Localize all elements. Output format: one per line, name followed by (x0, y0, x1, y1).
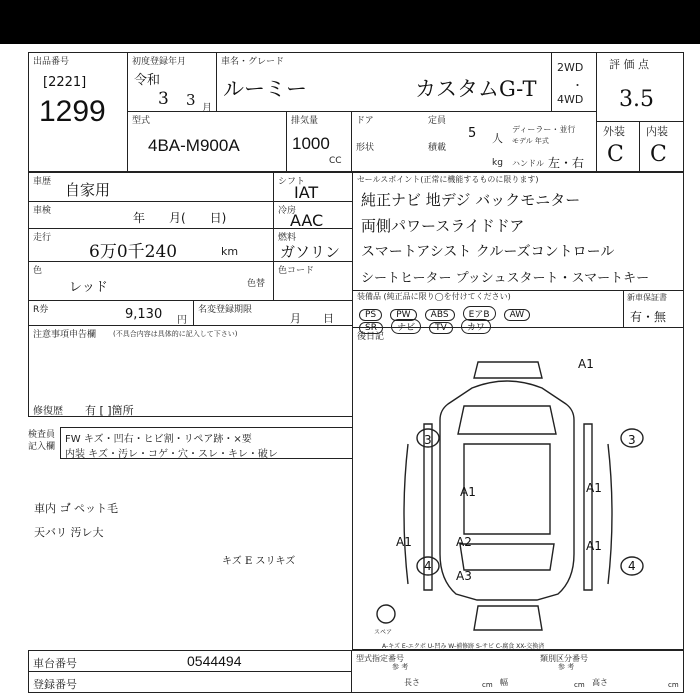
chassis-label: 車台番号 (33, 657, 77, 670)
car-diagram (352, 344, 684, 650)
usage: 自家用 (65, 181, 111, 199)
lot-label: 出品番号 (33, 57, 70, 67)
shape-label: 形状 (356, 143, 375, 153)
mileage-label: 走行 (33, 233, 52, 243)
front-bumper (474, 362, 542, 378)
damage-mark: 4 (424, 559, 432, 573)
color-no-label: 色替 (247, 279, 266, 289)
equip-tv: TV (429, 322, 453, 334)
after-label: 後日記 (357, 332, 385, 342)
color-row (28, 261, 274, 301)
name-change: 月 日 (290, 312, 334, 325)
drive-cell (551, 52, 597, 112)
ac: AAC (290, 211, 324, 230)
right-side-panel (584, 424, 592, 590)
grade: カスタムG-T (415, 77, 537, 101)
spare-wheel (377, 605, 395, 623)
inspector-exterior: FW キズ・凹右・ヒビ割・リペア跡・×要 (65, 434, 252, 445)
equipment-title: 装備品 (純正品に限り◯を付けてください) (357, 292, 511, 301)
rear-bumper (474, 606, 542, 630)
equip-pw: PW (390, 309, 416, 321)
displacement: 1000 (292, 134, 330, 153)
chassis: 0544494 (187, 653, 242, 669)
damage-mark: 3 (424, 433, 432, 447)
color-label: 色 (33, 266, 43, 276)
warranty-box (623, 290, 684, 328)
length-label: 長さ (404, 678, 420, 687)
model-year-label: モデル 年式 (512, 137, 549, 145)
notes-box (28, 325, 353, 417)
chassis-row (28, 650, 352, 672)
windshield (458, 406, 556, 434)
interior-grade: C (650, 142, 667, 167)
repair-label: 修復歴 (33, 406, 63, 417)
exterior-grade: C (607, 142, 624, 167)
capacity-unit: 人 (492, 132, 503, 145)
equip-eab: EアB (463, 306, 496, 321)
reg-year: 3 (158, 89, 169, 109)
class-label: 類別区分番号 (540, 654, 588, 663)
inspector-interior: 内装 キズ・汚レ・コゲ・穴・スレ・キレ・破レ (65, 449, 278, 460)
interior-label: 内装 (646, 125, 668, 138)
model-label: 型式 (132, 116, 151, 126)
sales-line: スマートアシスト クルーズコントロール (361, 244, 615, 260)
notes-label: 注意事項申告欄 (33, 330, 97, 340)
right-profile (608, 444, 612, 584)
fuel-cell (273, 228, 353, 262)
usage-label: 車歴 (33, 177, 52, 187)
handwritten-note: 天バリ 汚レ大 (34, 526, 104, 539)
left-profile (404, 444, 408, 584)
ref-label: 参 考 (558, 663, 575, 671)
equipment-box (352, 290, 624, 333)
reg-label: 登録番号 (33, 678, 77, 691)
height-label: 高さ (592, 678, 608, 687)
footer-right (351, 650, 684, 693)
shift-label: シフト (278, 177, 306, 187)
car-name-cell (216, 52, 552, 112)
first-reg-cell (127, 52, 217, 112)
shift-cell (273, 172, 353, 202)
damage-mark: A3 (456, 569, 472, 583)
drive-4wd: 4WD (557, 93, 584, 106)
handle-label: ハンドル (512, 159, 544, 168)
ac-label: 冷房 (278, 206, 297, 216)
damage-mark: 4 (628, 559, 636, 573)
damage-mark: A2 (456, 535, 472, 549)
capacity: 5 (468, 126, 477, 141)
inspector-box (60, 427, 353, 459)
cm-unit: cm (668, 681, 679, 689)
color: レッド (69, 280, 108, 295)
usage-row (28, 172, 274, 202)
shaken-row (28, 201, 274, 229)
rear-window (460, 544, 554, 570)
capacity-label: 定員 (428, 116, 447, 126)
displacement-label: 排気量 (291, 116, 319, 126)
dealer-label: ディーラー・並行 (512, 125, 576, 134)
ref-label: 参 考 (392, 663, 409, 671)
shaken: 年 月( 日) (133, 211, 227, 225)
car-name-label: 車名・グレード (221, 57, 285, 67)
notes-sub: (不具合内容は具体的に記入して下さい) (113, 330, 238, 338)
lot-cell (28, 52, 128, 172)
sales-title: セールスポイント(正常に機能するものに限ります) (357, 175, 539, 184)
reg-row (28, 671, 352, 693)
load-label: 積載 (428, 143, 447, 153)
score-cell (596, 52, 684, 122)
sales-points-box (352, 172, 684, 291)
fuel-label: 燃料 (278, 233, 297, 243)
spare-label: スペア (374, 629, 393, 636)
damage-legend: A-キズ E-エクボ U-凹み W-補修跡 S-サビ C-腐食 XX-交換済 (382, 643, 545, 650)
door-label: ドア (356, 116, 374, 126)
month-unit: 月 (202, 103, 212, 114)
drive-sep: ・ (572, 79, 583, 92)
exterior-label: 外装 (603, 125, 625, 138)
interior-cell (639, 121, 684, 172)
recycle-row (28, 300, 194, 326)
reg-month: 3 (186, 91, 196, 109)
ac-cell (273, 201, 353, 229)
displacement-cell (286, 111, 352, 172)
recycle-label: R券 (33, 305, 49, 315)
equip-abs: ABS (425, 309, 455, 321)
damage-mark: A1 (396, 535, 412, 549)
cm-unit: cm (482, 681, 493, 689)
drive-2wd: 2WD (557, 61, 584, 74)
inspector-label: 検査員 記入欄 (28, 430, 56, 452)
handle: 左・右 (548, 156, 585, 170)
handwritten-note: 車内 ゴ゙ ペット毛 (34, 502, 118, 515)
equip-aw: AW (504, 309, 531, 321)
shift: IAT (294, 183, 319, 202)
warranty: 有・無 (630, 310, 667, 324)
equip-ps: PS (359, 309, 382, 321)
type-cert-label: 型式指定番号 (356, 654, 404, 663)
model-cell (127, 111, 287, 172)
damage-mark: A1 (578, 357, 594, 371)
cm-unit: cm (574, 681, 585, 689)
shaken-label: 車検 (33, 206, 52, 216)
km-unit: km (221, 245, 239, 258)
sales-line: 純正ナビ 地デジ バックモニター (361, 191, 581, 209)
yen-unit: 円 (177, 315, 187, 326)
score-label: 評 価 点 (609, 58, 649, 71)
inspector-area (28, 427, 353, 459)
damage-mark: A1 (586, 481, 602, 495)
exterior-cell (596, 121, 640, 172)
damage-mark: A1 (586, 539, 602, 553)
roof (464, 444, 550, 534)
era: 令和 (134, 73, 161, 88)
sales-line: シートヒーター プッシュスタート・スマートキー (361, 271, 650, 286)
repair: 有 [ ]箇所 (85, 404, 134, 417)
car-name: ルーミー (223, 77, 307, 101)
color-code-label: 色コード (278, 266, 315, 276)
color-code-cell (273, 261, 353, 301)
width-label: 幅 (500, 678, 508, 687)
score: 3.5 (619, 87, 654, 112)
handwritten-note: キズ E スリキズ (222, 556, 296, 567)
warranty-label: 新車保証書 (627, 293, 667, 302)
auction-sheet (0, 44, 700, 700)
spec-cell (351, 111, 597, 172)
equip-sr: SR (359, 322, 383, 334)
lot-code: [2221] (43, 75, 87, 90)
lot-number: 1299 (39, 95, 106, 128)
first-reg-label: 初度登録年月 (132, 57, 187, 67)
fuel: ガソリン (280, 243, 341, 261)
mileage-row (28, 228, 274, 262)
recycle: 9,130 (125, 307, 163, 322)
kg-unit: kg (492, 158, 503, 168)
name-change-row (193, 300, 353, 326)
equip-leather: カワ (461, 319, 491, 334)
damage-mark: A1 (460, 485, 476, 499)
equip-navi: ナビ (391, 319, 421, 334)
mileage: 6万0千240 (89, 242, 178, 262)
name-change-label: 名変登録期限 (198, 305, 253, 315)
damage-mark: 3 (628, 433, 636, 447)
sales-line: 両側パワースライドドア (361, 217, 525, 235)
model: 4BA-M900A (148, 136, 240, 155)
cc-unit: CC (329, 156, 342, 166)
